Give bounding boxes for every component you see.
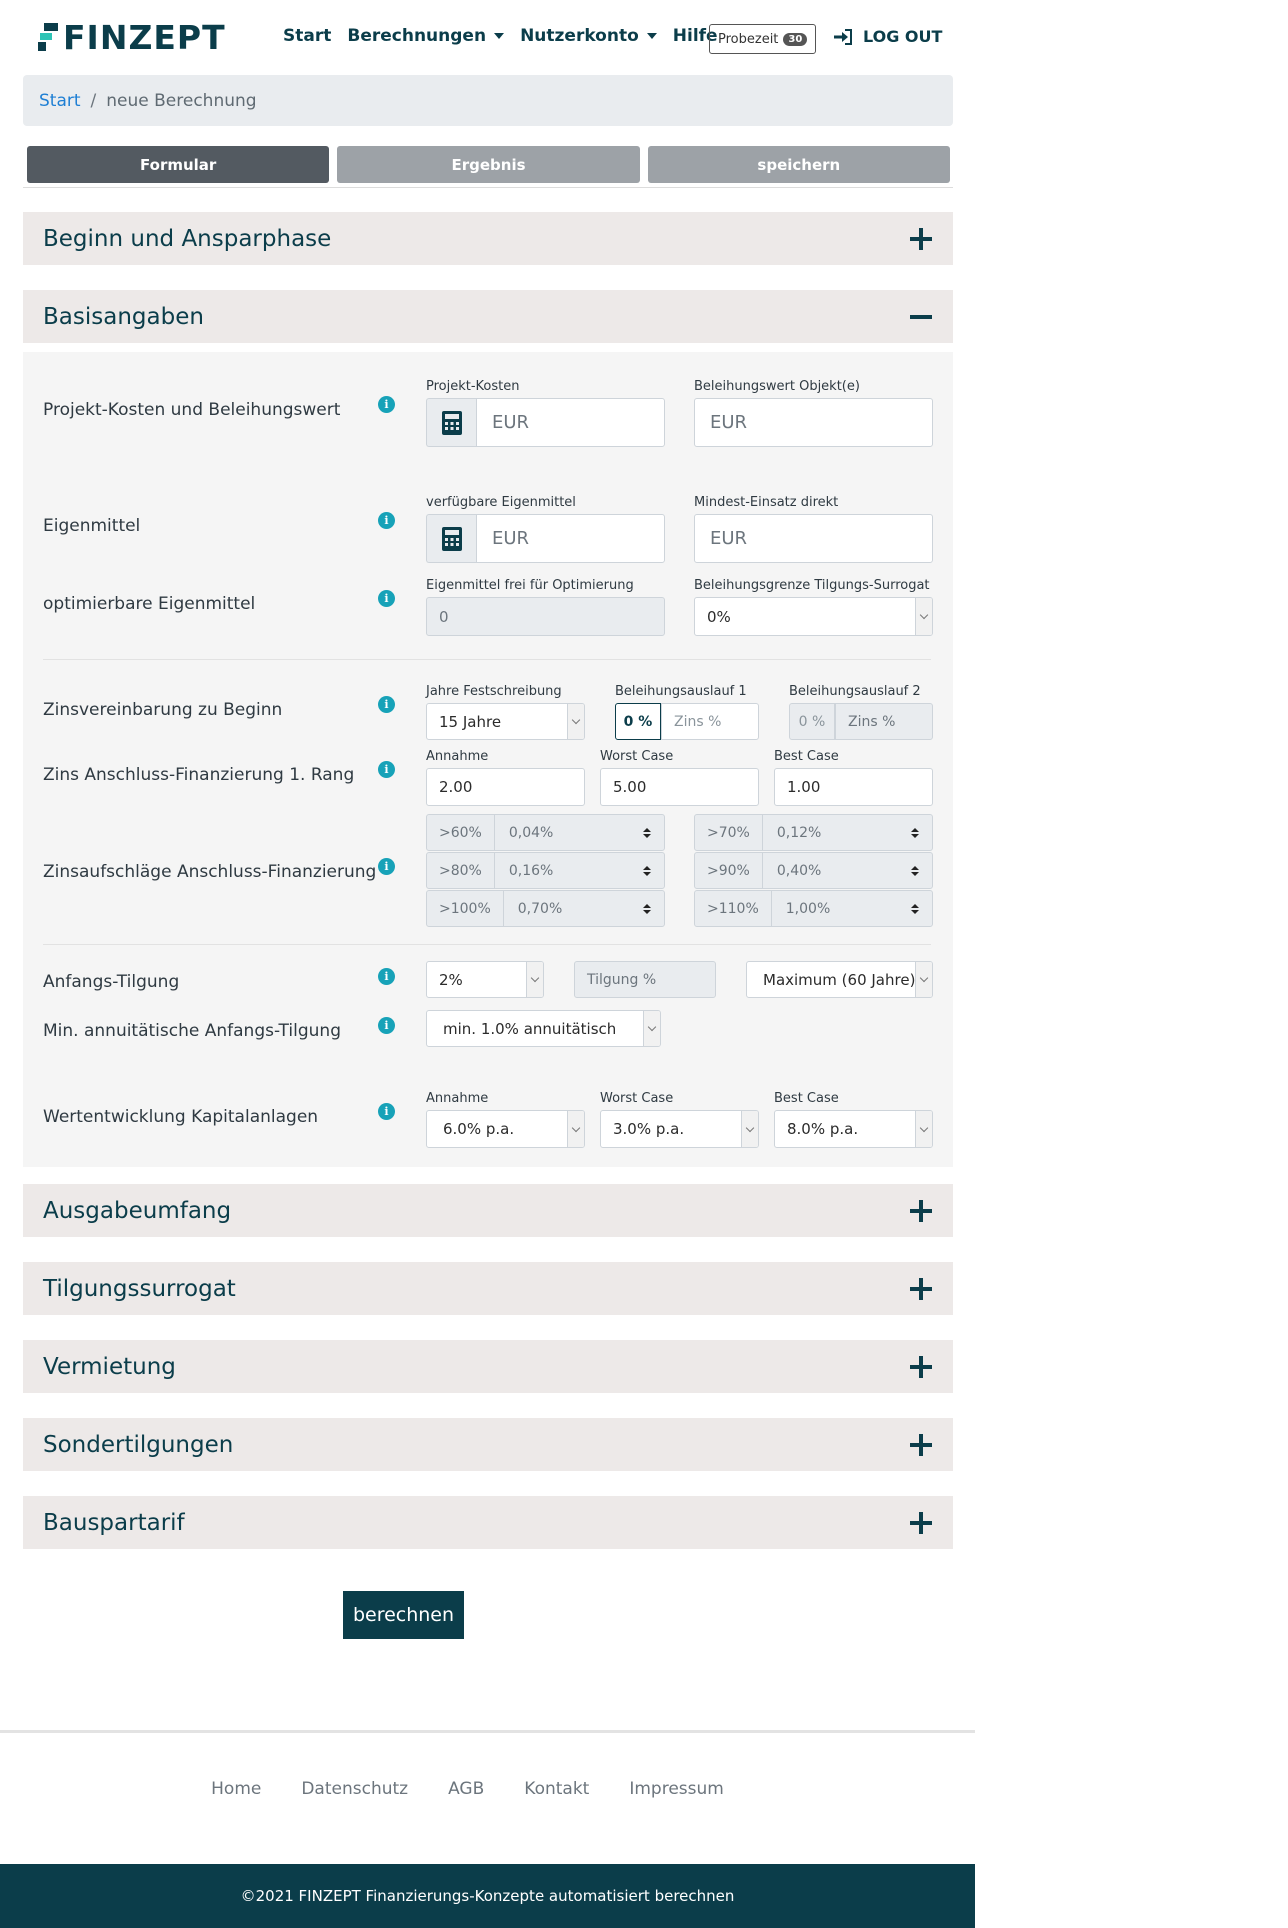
eigenmittel-frei-input: 0 bbox=[426, 597, 665, 636]
chevron-down-icon bbox=[741, 1111, 758, 1147]
laufzeit-select[interactable] bbox=[746, 961, 933, 998]
aufschlag-select-110[interactable] bbox=[694, 890, 933, 927]
auslauf2-zins-input: Zins % bbox=[835, 703, 933, 740]
footer-link-agb[interactable]: AGB bbox=[448, 1779, 485, 1799]
anschluss-annahme-input[interactable]: 2.00 bbox=[426, 768, 585, 806]
aufschlag-select-60[interactable] bbox=[426, 814, 665, 851]
anschluss-best-input[interactable]: 1.00 bbox=[774, 768, 933, 806]
section-title: Basisangaben bbox=[43, 303, 204, 330]
aufschlag-select-100[interactable] bbox=[426, 890, 665, 927]
section-ausgabe-header[interactable] bbox=[23, 1184, 953, 1237]
jahre-festschreibung-select[interactable] bbox=[426, 703, 585, 740]
sort-icon bbox=[642, 866, 652, 876]
caret-down-icon bbox=[647, 33, 657, 39]
plus-icon bbox=[909, 1199, 933, 1223]
aufschlag-value: 0,12% bbox=[776, 824, 822, 841]
label-eigenmittel-frei: Eigenmittel frei für Optimierung bbox=[426, 578, 634, 593]
label-projekt-kosten: Projekt-Kosten bbox=[426, 379, 520, 394]
nav-berechnungen-label: Berechnungen bbox=[347, 26, 487, 46]
logo[interactable] bbox=[38, 18, 226, 56]
calculator-button[interactable] bbox=[426, 514, 476, 563]
info-icon[interactable]: i bbox=[378, 590, 395, 607]
minus-icon bbox=[909, 305, 933, 329]
info-icon[interactable]: i bbox=[378, 512, 395, 529]
section-basis-header[interactable] bbox=[23, 290, 953, 343]
info-icon[interactable]: i bbox=[378, 858, 395, 875]
projekt-kosten-input[interactable]: EUR bbox=[476, 398, 665, 447]
info-icon[interactable]: i bbox=[378, 1017, 395, 1034]
nav-nutzerkonto-dropdown[interactable] bbox=[520, 26, 657, 46]
aufschlag-prefix: >100% bbox=[427, 891, 504, 926]
tilgung-select[interactable] bbox=[426, 961, 544, 998]
select-value: 0% bbox=[707, 607, 731, 626]
label-eigenmittel: Eigenmittel bbox=[43, 516, 141, 536]
section-bauspartarif-header[interactable] bbox=[23, 1496, 953, 1549]
plus-icon bbox=[909, 1433, 933, 1457]
aufschlag-value: 0,16% bbox=[508, 862, 554, 879]
chevron-down-icon bbox=[567, 1111, 584, 1147]
section-title: Vermietung bbox=[43, 1353, 176, 1380]
info-icon[interactable]: i bbox=[378, 396, 395, 413]
sort-icon bbox=[642, 828, 652, 838]
main-nav bbox=[283, 26, 718, 46]
info-icon[interactable]: i bbox=[378, 696, 395, 713]
aufschlag-prefix: >110% bbox=[695, 891, 772, 926]
aufschlag-prefix: >90% bbox=[695, 853, 763, 888]
beleihungswert-input[interactable]: EUR bbox=[694, 398, 933, 447]
anschluss-worst-input[interactable]: 5.00 bbox=[600, 768, 759, 806]
label-jahre: Jahre Festschreibung bbox=[426, 684, 562, 699]
tab-speichern[interactable]: speichern bbox=[648, 146, 950, 183]
breadcrumb-separator: / bbox=[90, 90, 97, 111]
step-tabs bbox=[27, 146, 950, 183]
section-title: Sondertilgungen bbox=[43, 1431, 234, 1458]
aufschlag-value: 0,04% bbox=[508, 824, 554, 841]
calculator-icon bbox=[441, 410, 463, 436]
label-annahme: Annahme bbox=[426, 1091, 489, 1106]
info-icon[interactable]: i bbox=[378, 1103, 395, 1120]
plus-icon bbox=[909, 1355, 933, 1379]
chevron-down-icon bbox=[915, 598, 932, 635]
label-zins-beginn: Zinsvereinbarung zu Beginn bbox=[43, 700, 283, 720]
select-value: 2% bbox=[439, 970, 463, 989]
nav-berechnungen-dropdown[interactable] bbox=[347, 26, 504, 46]
label-beleihungsgrenze: Beleihungsgrenze Tilgungs-Surrogat bbox=[694, 578, 930, 593]
label-verfuegbare-eigenmittel: verfügbare Eigenmittel bbox=[426, 495, 576, 510]
nav-nutzerkonto-label: Nutzerkonto bbox=[520, 26, 639, 46]
label-best-case: Best Case bbox=[774, 1091, 839, 1106]
section-title: Bauspartarif bbox=[43, 1509, 185, 1536]
section-vermietung-header[interactable] bbox=[23, 1340, 953, 1393]
info-icon[interactable]: i bbox=[378, 968, 395, 985]
calculator-icon bbox=[441, 526, 463, 552]
breadcrumb-start-link[interactable]: Start bbox=[39, 90, 81, 111]
sign-out-icon bbox=[833, 29, 853, 45]
aufschlag-select-80[interactable] bbox=[426, 852, 665, 889]
sort-icon bbox=[910, 828, 920, 838]
wert-best-select[interactable] bbox=[774, 1110, 933, 1148]
label-mindest-einsatz: Mindest-Einsatz direkt bbox=[694, 495, 839, 510]
section-title: Ausgabeumfang bbox=[43, 1197, 232, 1224]
verfuegbare-eigenmittel-input[interactable]: EUR bbox=[476, 514, 665, 563]
auslauf1-zins-input[interactable]: Zins % bbox=[661, 703, 759, 740]
chevron-down-icon bbox=[915, 962, 932, 997]
trial-days-badge: 30 bbox=[783, 33, 807, 46]
sort-icon bbox=[910, 904, 920, 914]
caret-down-icon bbox=[494, 33, 504, 39]
plus-icon bbox=[909, 227, 933, 251]
footer-link-kontakt[interactable]: Kontakt bbox=[524, 1779, 590, 1799]
label-min-tilgung: Min. annuitätische Anfangs-Tilgung bbox=[43, 1021, 341, 1041]
berechnen-button[interactable]: berechnen bbox=[343, 1591, 464, 1639]
footer-link-datenschutz[interactable]: Datenschutz bbox=[301, 1779, 409, 1799]
divider bbox=[43, 944, 931, 945]
section-tilgungssurrogat-header[interactable] bbox=[23, 1262, 953, 1315]
select-value: 3.0% p.a. bbox=[613, 1120, 685, 1138]
copyright: ©2021 FINZEPT Finanzierungs-Konzepte automatisiert berechnen bbox=[240, 1887, 735, 1905]
chevron-down-icon bbox=[567, 704, 584, 739]
logo-mark-icon bbox=[38, 21, 60, 53]
breadcrumb bbox=[23, 75, 953, 126]
footer-link-impressum[interactable]: Impressum bbox=[629, 1779, 724, 1799]
label-tilgung: Anfangs-Tilgung bbox=[43, 972, 180, 992]
trial-button[interactable] bbox=[709, 24, 816, 54]
calculator-button[interactable] bbox=[426, 398, 476, 447]
aufschlag-select-70[interactable] bbox=[694, 814, 933, 851]
beleihungsgrenze-select[interactable] bbox=[694, 597, 933, 636]
plus-icon bbox=[909, 1511, 933, 1535]
label-optimierbar: optimierbare Eigenmittel bbox=[43, 594, 256, 614]
footer-link-home[interactable]: Home bbox=[211, 1779, 262, 1799]
auslauf2-percent: 0 % bbox=[789, 703, 835, 740]
logout-button[interactable] bbox=[833, 27, 942, 46]
aufschlag-prefix: >60% bbox=[427, 815, 495, 850]
label-auslauf1: Beleihungsauslauf 1 bbox=[615, 684, 747, 699]
info-icon[interactable]: i bbox=[378, 761, 395, 778]
aufschlag-prefix: >80% bbox=[427, 853, 495, 888]
divider bbox=[43, 659, 931, 660]
logo-text: FINZEPT bbox=[63, 17, 226, 57]
aufschlag-value: 0,70% bbox=[517, 900, 563, 917]
label-auslauf2: Beleihungsauslauf 2 bbox=[789, 684, 921, 699]
auslauf1-percent[interactable]: 0 % bbox=[615, 703, 661, 740]
nav-hilfe[interactable]: Hilfe bbox=[672, 26, 718, 46]
section-title: Beginn und Ansparphase bbox=[43, 225, 332, 252]
plus-icon bbox=[909, 1277, 933, 1301]
mindest-einsatz-input[interactable]: EUR bbox=[694, 514, 933, 563]
chevron-down-icon bbox=[915, 1111, 932, 1147]
nav-start[interactable]: Start bbox=[283, 26, 332, 46]
label-beleihungswert: Beleihungswert Objekt(e) bbox=[694, 379, 860, 394]
aufschlag-prefix: >70% bbox=[695, 815, 763, 850]
select-value: 8.0% p.a. bbox=[787, 1120, 859, 1138]
select-value: Maximum (60 Jahre) bbox=[763, 970, 916, 989]
sort-icon bbox=[642, 904, 652, 914]
label-projekt: Projekt-Kosten und Beleihungswert bbox=[43, 400, 341, 420]
tab-ergebnis[interactable]: Ergebnis bbox=[337, 146, 639, 183]
select-value: min. 1.0% annuitätisch bbox=[443, 1019, 617, 1038]
divider bbox=[23, 187, 953, 188]
wert-worst-select[interactable] bbox=[600, 1110, 759, 1148]
trial-label: Probezeit bbox=[718, 31, 779, 47]
label-best-case: Best Case bbox=[774, 749, 839, 764]
chevron-down-icon bbox=[526, 962, 543, 997]
wert-annahme-select[interactable] bbox=[426, 1110, 585, 1148]
sort-icon bbox=[910, 866, 920, 876]
section-title: Tilgungssurrogat bbox=[43, 1275, 236, 1302]
logout-label: LOG OUT bbox=[863, 27, 943, 46]
label-aufschlaege: Zinsaufschläge Anschluss-Finanzierung bbox=[43, 862, 377, 882]
section-sondertilgungen-header[interactable] bbox=[23, 1418, 953, 1471]
section-beginn-header[interactable] bbox=[23, 212, 953, 265]
select-value: 15 Jahre bbox=[439, 712, 502, 731]
label-anschluss: Zins Anschluss-Finanzierung 1. Rang bbox=[43, 765, 355, 785]
min-tilgung-select[interactable] bbox=[426, 1010, 661, 1047]
aufschlag-value: 0,40% bbox=[776, 862, 822, 879]
tab-formular[interactable]: Formular bbox=[27, 146, 329, 183]
label-wertentwicklung: Wertentwicklung Kapitalanlagen bbox=[43, 1107, 319, 1127]
chevron-down-icon bbox=[643, 1011, 660, 1046]
breadcrumb-current: neue Berechnung bbox=[106, 90, 257, 111]
select-value: 6.0% p.a. bbox=[443, 1120, 515, 1138]
tilgung-percent-input: Tilgung % bbox=[574, 961, 716, 998]
label-worst-case: Worst Case bbox=[600, 749, 674, 764]
footer-links bbox=[0, 1779, 935, 1799]
footer-divider bbox=[0, 1730, 975, 1733]
aufschlag-select-90[interactable] bbox=[694, 852, 933, 889]
label-worst-case: Worst Case bbox=[600, 1091, 674, 1106]
navbar bbox=[0, 0, 975, 74]
aufschlag-value: 1,00% bbox=[785, 900, 831, 917]
footer-bar bbox=[0, 1864, 975, 1928]
label-annahme: Annahme bbox=[426, 749, 489, 764]
